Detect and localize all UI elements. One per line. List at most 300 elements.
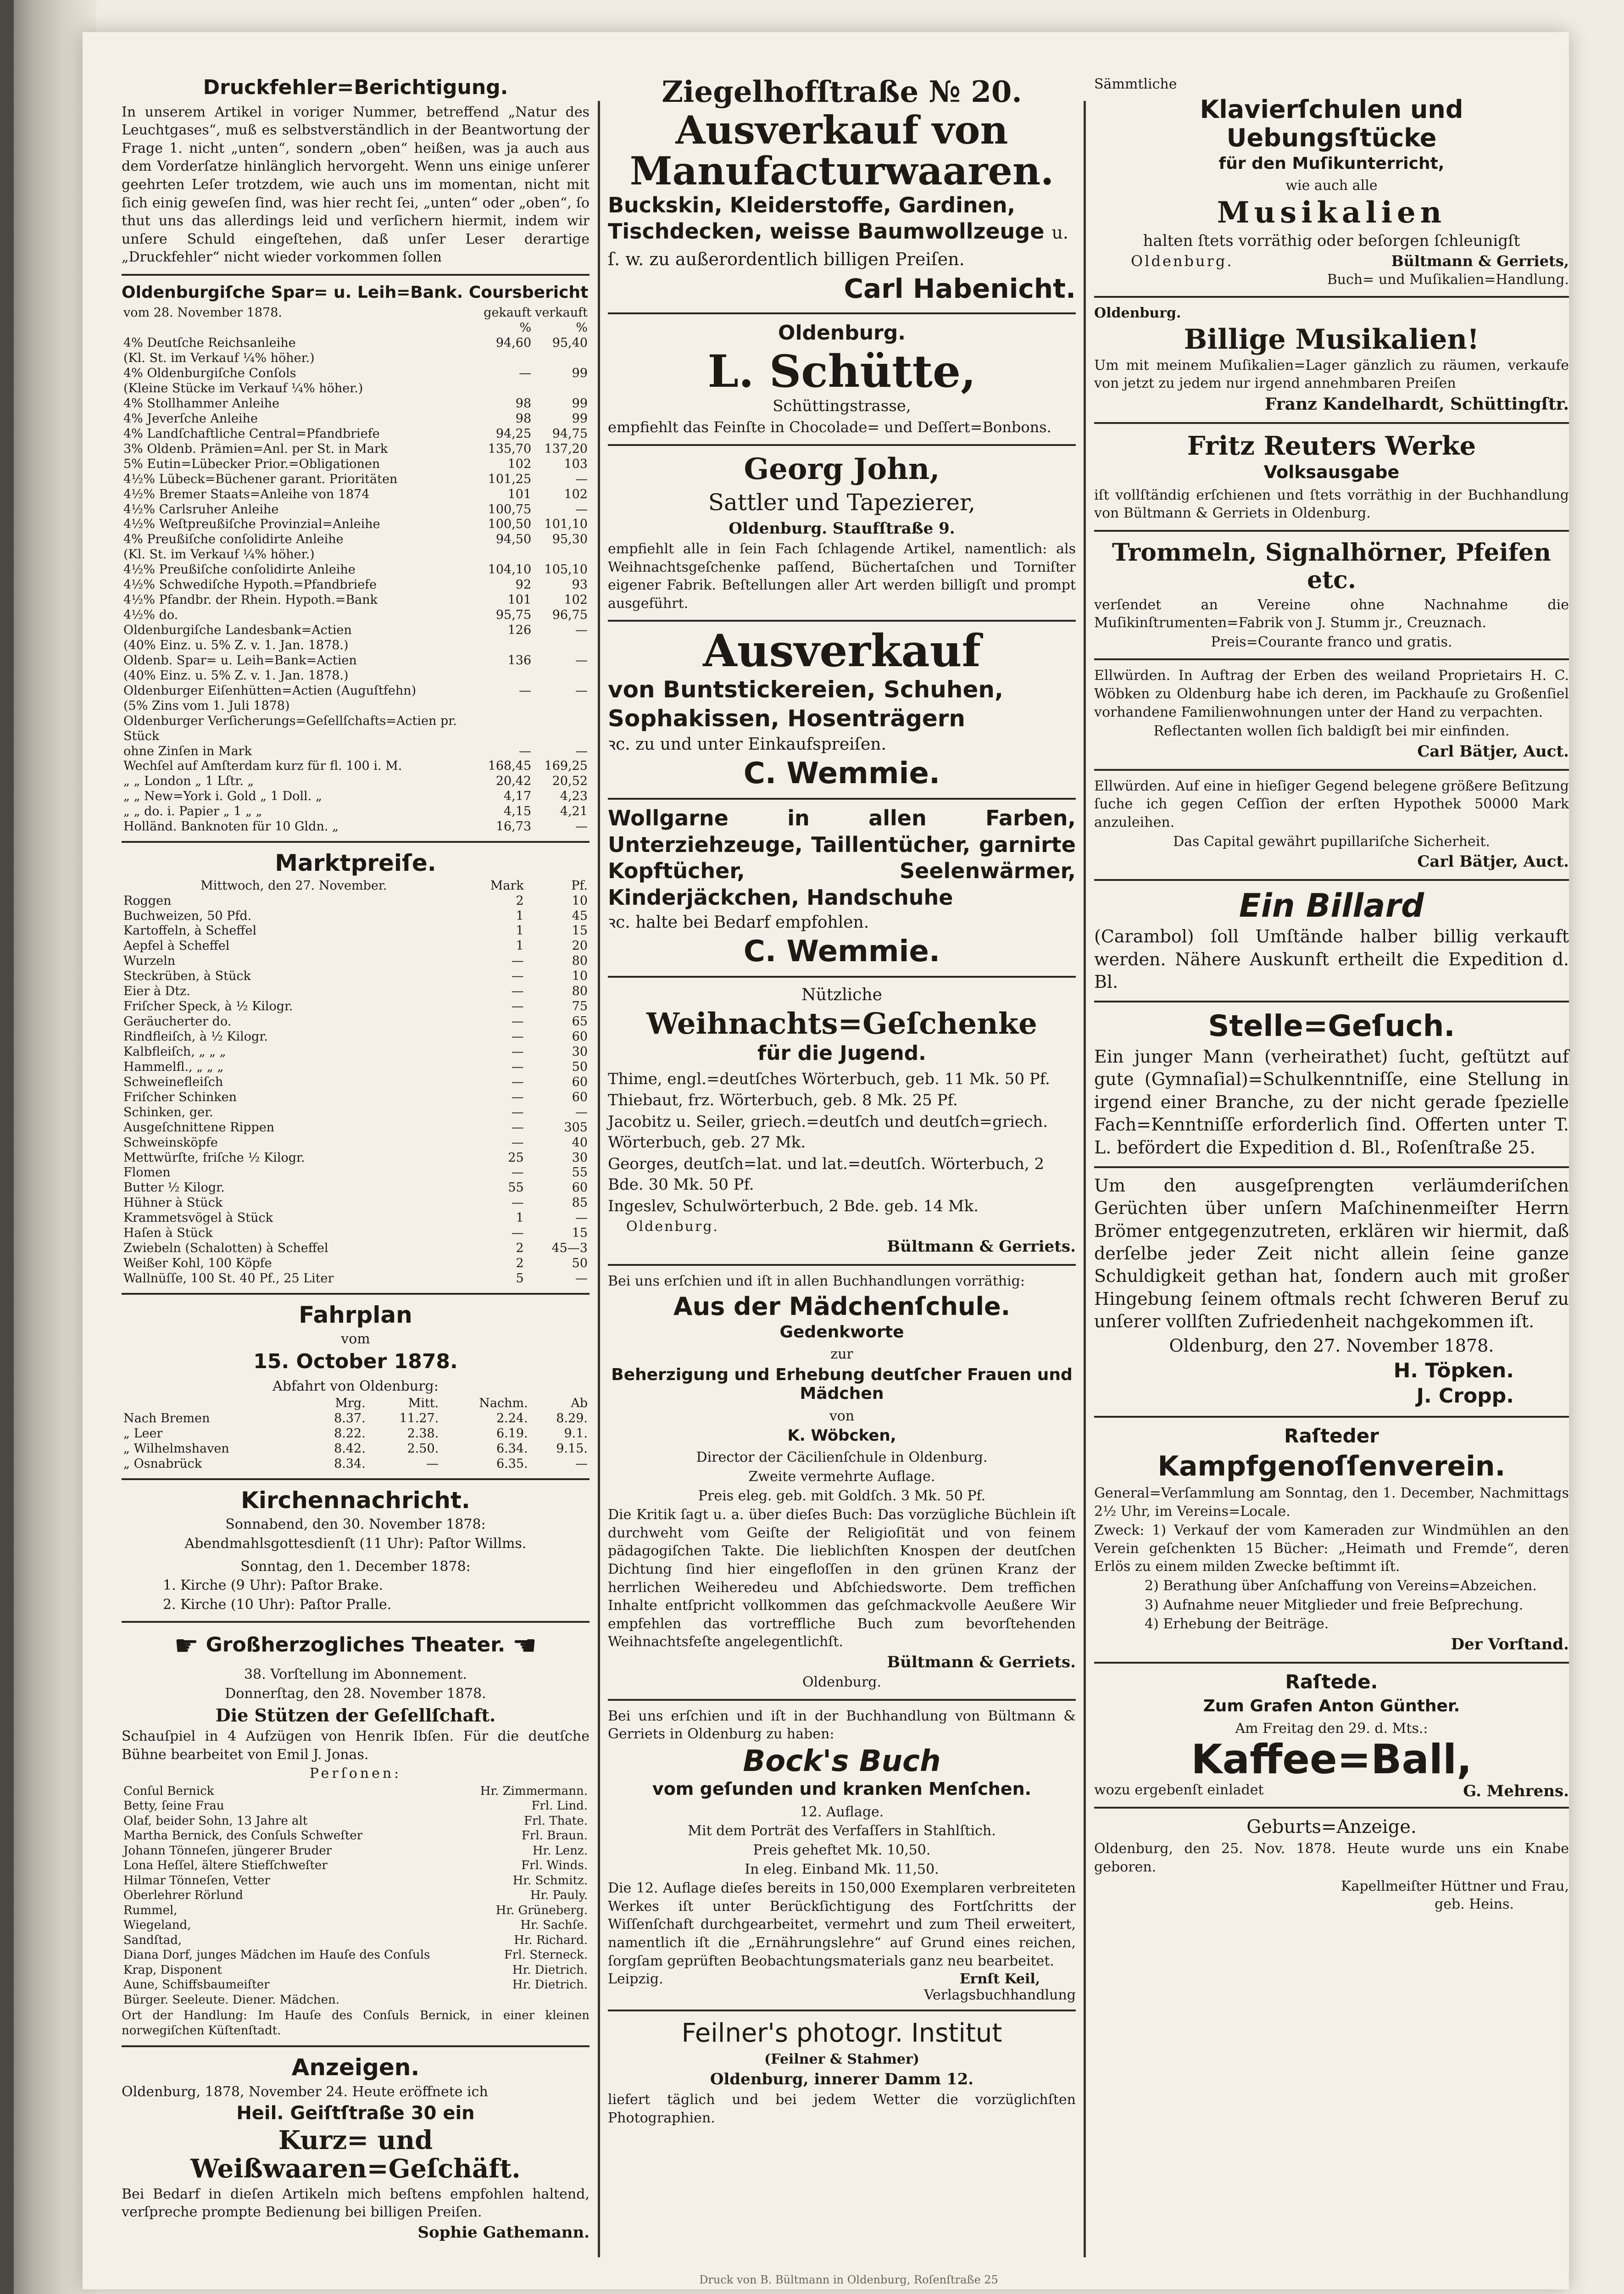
market-cell: Hammelfl., „ „ „ — [123, 1059, 224, 1074]
advert-geburt — [1094, 1809, 1569, 1921]
bank-row — [122, 653, 590, 668]
cast-cell: Hr. Dietrich. — [512, 1963, 588, 1977]
market-cell: — — [511, 1105, 524, 1119]
theater-cast — [122, 1784, 590, 2008]
market-cell: — — [511, 1196, 524, 1210]
gathemann-line-2: Heil. Geiſtſtraße 30 ein — [236, 2103, 475, 2124]
bank-cell: 101,10 — [544, 517, 588, 532]
church-news — [122, 1480, 590, 1623]
schuette-street: Schüttingstrasse, — [773, 396, 911, 415]
market-cell: 60 — [572, 1075, 588, 1089]
schuette-name: L. Schütte, — [707, 345, 976, 397]
cast-cell: Hr. Zimmermann. — [480, 1784, 588, 1798]
market-head-mark: Mark — [490, 878, 524, 893]
timetable-head: Nachm. — [479, 1396, 528, 1411]
kand-title: Billige Musikalien! — [1184, 323, 1479, 356]
wemmie2-text: ꝛc. halte bei Bedarf empfohlen. — [608, 913, 869, 932]
market-cell: — — [575, 1271, 588, 1286]
bank-cell: „ „ London „ 1 Lſtr. „ — [123, 774, 254, 789]
advert-christmas-books — [608, 978, 1076, 1266]
bank-cell — [482, 381, 533, 396]
theater-play: Die Stützen der Geſellſchaft. — [215, 1704, 496, 1726]
market-row — [122, 939, 590, 954]
books-signature: Bültmann & Gerriets. — [887, 1237, 1076, 1256]
market-cell: — — [511, 1030, 524, 1044]
bank-row — [122, 517, 590, 532]
market-cell: Mettwürſte, friſche ½ Kilogr. — [123, 1150, 305, 1165]
market-cell: — — [511, 1090, 524, 1104]
bank-cell: 104,10 — [488, 562, 532, 577]
market-cell: — — [511, 999, 524, 1014]
habenicht-goods: Buckskin, Kleiderstoffe, Gardinen, Tischdecken, weisse Baumwollzeuge — [608, 192, 1045, 244]
bank-row — [122, 457, 590, 472]
market-row — [122, 1030, 590, 1045]
market-cell: Schweinsköpfe — [123, 1135, 218, 1150]
bank-cell: 4,23 — [560, 789, 588, 804]
kampf-meeting: General=Verſammlung am Sonntag, den 1. December, Nachmittags 2½ Uhr, im Vereins=Locale. — [1094, 1485, 1569, 1520]
cast-cell: Hr. Pauly. — [530, 1888, 588, 1903]
market-row — [122, 909, 590, 924]
kampf-signature: Der Vorſtand. — [1451, 1635, 1569, 1654]
schuette-text: empfiehlt das Feinſte in Chocolade= und Deſſert=Bonbons. — [608, 418, 1051, 436]
bank-cell: 99 — [572, 411, 588, 426]
cast-cell: Hilmar Tönneſen, Vetter — [123, 1873, 270, 1888]
market-row — [122, 1075, 590, 1090]
bank-row — [122, 381, 590, 396]
market-cell: 1 — [516, 939, 524, 953]
cast-row — [122, 1993, 590, 2008]
bank-cell: 4% Preußiſche conſolidirte Anleihe — [123, 532, 344, 547]
bank-cell — [533, 547, 590, 562]
bank-cell — [533, 699, 590, 714]
timetable-vom: vom — [341, 1331, 370, 1347]
bank-cell: 4½% Weſtpreußiſche Provinzial=Anleihe — [123, 517, 380, 532]
market-cell: Kartoffeln, à Scheffel — [123, 924, 257, 938]
bank-cell — [533, 714, 590, 744]
bank-cell: 95,75 — [495, 608, 532, 623]
bank-cell — [482, 638, 533, 653]
bank-cell: 4% Deutſche Reichsanleihe — [123, 336, 296, 351]
advert-baetjer-2 — [1094, 771, 1569, 881]
bock-text: Die 12. Auflage dieſes bereits in 150,000 Exemplaren verbreiteten Werkes iſt unter Berückſichtigung des Fortſchritts der Wiſſenſchaft durchgearbeitet, vermehrt und zum Theil erweitert, namentlich iſt die „Ernährungslehre“ auf Grund eines reichen, ſorgſam geprüften Beobachtungsmaterials ganz neu bearbeitet. — [608, 1880, 1076, 1969]
bank-row — [122, 819, 590, 835]
market-cell: 30 — [572, 1044, 588, 1059]
bank-head-bought: gekauft — [484, 306, 532, 320]
ms-zur: zur — [830, 1346, 853, 1363]
bank-cell — [533, 668, 590, 684]
kampf-item: Zweck: 1) Verkauf der vom Kameraden zur Windmühlen an den Verein geſchenkten 15 Bücher: „Heimath und Fremde“, deren Erlös zu einem milden Zwecke beſtimmt iſt. — [1094, 1522, 1569, 1575]
bank-cell: 136 — [507, 653, 532, 668]
reuter-title: Fritz Reuters Werke — [1187, 430, 1476, 461]
timetable — [122, 1295, 590, 1480]
book-item: Thime, engl.=deutſches Wörterbuch, geb. 11 Mk. 50 Pf. — [608, 1069, 1050, 1088]
advert-wemmie-2 — [608, 800, 1076, 978]
cast-row — [122, 1977, 590, 1993]
timetable-table — [122, 1396, 590, 1472]
timetable-row — [122, 1457, 590, 1472]
bank-cell: 16,73 — [495, 819, 532, 834]
bock-title: Bock's Buch — [743, 1744, 941, 1778]
habenicht-address: Ziegelhofſtraße № 20. — [662, 75, 1022, 109]
ms-line-1: Bei uns erſchien und iſt in allen Buchhandlungen vorräthig: — [608, 1273, 1025, 1290]
cast-row — [122, 1933, 590, 1948]
geburt-sig-2: geb. Heins. — [1435, 1896, 1514, 1912]
market-row — [122, 954, 590, 969]
bank-cell: 96,75 — [552, 608, 588, 623]
timetable-row — [122, 1442, 590, 1457]
bank-cell: Oldenb. Spar= u. Leih=Bank=Actien — [123, 653, 357, 668]
market-cell: 15 — [572, 924, 588, 938]
bank-cell: (Kl. St. im Verkauf ¼% höher.) — [123, 351, 315, 366]
bank-cell: 102 — [564, 593, 588, 607]
timetable-head: Mrg. — [335, 1396, 366, 1411]
cast-row — [122, 1798, 590, 1814]
bank-cell: 168,45 — [488, 759, 532, 774]
bank-cell: 95,30 — [552, 532, 588, 547]
cast-cell: Martha Bernick, des Conſuls Schweſter — [123, 1829, 363, 1843]
klav-also: wie auch alle — [1285, 178, 1378, 194]
bank-cell: 4% Oldenburgiſche Conſols — [123, 366, 296, 381]
market-cell: — — [511, 984, 524, 999]
klav-line-1: Sämmtliche — [1094, 76, 1177, 92]
bank-row — [122, 623, 590, 638]
bank-row — [122, 774, 590, 789]
cast-cell: Johann Tönneſen, jüngerer Bruder — [123, 1843, 332, 1858]
church-line-2: Abendmahlsgottesdienſt (11 Uhr): Paſtor Willms. — [184, 1536, 527, 1552]
theater — [122, 1623, 590, 2047]
bank-cell: 20,52 — [552, 774, 588, 789]
timetable-cell: 6.34. — [496, 1442, 528, 1456]
bank-head-unit-bought: % — [519, 321, 532, 335]
market-cell: Rindfleiſch, à ½ Kilogr. — [123, 1030, 268, 1044]
bank-row — [122, 562, 590, 578]
reuter-sub: Volksausgabe — [1263, 462, 1400, 483]
bock-place: Leipzig. — [608, 1971, 663, 1988]
ms-signature: Bültmann & Gerriets. — [887, 1653, 1076, 1671]
druckfehler-text: In unserem Artikel in voriger Nummer, betreffend „Natur des Leuchtgases“, muß es selbstverständlich in der Beantwortung der Frage 1. nicht „unten“, sondern „oben“ heißen, was ja auch aus dem Vorderſatze hinlänglich hervorgeht. Wenn uns einige unſerer geehrten Leſer trotzdem, wie auch uns im momentan, nicht mit ſich einig geweſen ſind, was hier recht ſei, „unten“ oder „oben“, ſo thut uns das allerdings leid und verſichern hiermit, indem wir unſere Schuld eingeſtehen, daß unſer Leser derartige „Druckfehler“ nicht wieder vorkommen ſollen — [122, 104, 590, 266]
timetable-cell: 6.19. — [496, 1426, 528, 1441]
bock-price-1: Preis geheftet Mk. 10,50. — [753, 1842, 931, 1858]
stelle-text: Ein junger Mann (verheirathet) ſucht, geſtützt auf gute (Gymnaſial)=Schulkenntniſſe, eine Stellung in irgend einer Branche, zu der nicht gerade ſpezielle Fach=Kenntniſſe erforderlich ſind. Offerten unter T. L. befördert die Expedition d. Bl., Roſenſtraße 25. — [1094, 1046, 1569, 1158]
market-title: Marktpreiſe. — [275, 850, 436, 877]
bank-cell: Wechſel auf Amſterdam kurz für fl. 100 i. M. — [123, 759, 402, 774]
bank-cell: 99 — [572, 366, 588, 381]
bank-row — [122, 427, 590, 442]
market-date: Mittwoch, den 27. November. — [200, 878, 387, 893]
stumm-text: verſendet an Vereine ohne Nachnahme die Muſikinſtrumenten=Fabrik von J. Stumm jr., Creuznach. — [1094, 596, 1569, 631]
timetable-date: 15. October 1878. — [253, 1350, 458, 1374]
market-cell: 50 — [572, 1256, 588, 1271]
cast-row — [122, 1888, 590, 1903]
market-cell: Eier à Dtz. — [123, 984, 190, 999]
market-cell: 45—3 — [551, 1241, 588, 1256]
bank-cell: 126 — [507, 623, 532, 638]
books-sub: für die Jugend. — [757, 1041, 926, 1065]
market-row — [122, 1226, 590, 1241]
ball-city: Raſtede. — [1285, 1670, 1378, 1693]
wemmie1-goods: von Buntstickereien, Schuhen, Sophakissen, Hosenträgern — [608, 676, 1003, 732]
wemmie1-headline: Ausverkauf — [703, 625, 981, 677]
market-cell: 80 — [572, 984, 588, 999]
bank-cell — [482, 351, 533, 366]
market-row — [122, 894, 590, 909]
broemer-sig-1: H. Töpken. — [1393, 1359, 1514, 1382]
kand-signature: Franz Kandelhardt, Schüttingſtr. — [1264, 394, 1569, 414]
bank-cell: 100,50 — [488, 517, 532, 532]
cast-cell: Frl. Winds. — [521, 1859, 588, 1873]
reuter-text: iſt vollſtändig erſchienen und ſtets vorräthig in der Buchhandlung von Bültmann & Gerriets in Oldenburg. — [1094, 487, 1569, 522]
bank-table — [122, 306, 590, 835]
bank-row — [122, 532, 590, 547]
bank-cell: „ „ do. i. Papier „ 1 „ „ — [123, 804, 262, 819]
bank-rows — [122, 336, 590, 835]
cast-cell: Aune, Schiffsbaumeiſter — [123, 1978, 270, 1992]
market-cell: — — [511, 954, 524, 969]
ms-sub: Gedenkworte — [779, 1322, 904, 1342]
bank-cell: Oldenburger Verſicherungs=Geſellſchafts=Actien pr. Stück — [123, 713, 457, 743]
bank-cell: 3% Oldenb. Prämien=Anl. per St. in Mark — [123, 441, 388, 456]
market-cell: — — [511, 1075, 524, 1089]
kampf-line-1: Raſteder — [1284, 1424, 1379, 1447]
column-rule-2 — [1084, 101, 1086, 2257]
printer-footer: Druck von B. Bültmann in Oldenburg, Roſenſtraße 25 — [699, 2273, 998, 2286]
feilner-sub: (Feilner & Stahmer) — [764, 2051, 919, 2067]
advert-billard — [1094, 881, 1569, 1002]
market-cell: — — [511, 969, 524, 984]
market-row — [122, 1120, 590, 1136]
market-cell: Krammetsvögel à Stück — [123, 1211, 273, 1225]
bank-row — [122, 502, 590, 518]
john-text: empfiehlt alle in ſein Fach ſchlagende Artikel, namentlich: als Weihnachtsgeſchenke paſſend, Büchertaſchen und Torniſter eigener Fabrik. Beſtellungen aller Art werden billigſt und prompt ausgeführt. — [608, 541, 1076, 612]
habenicht-signature: Carl Habenicht. — [844, 273, 1076, 305]
column-left — [122, 69, 590, 2250]
feilner-title: Feilner's photogr. Institut — [681, 2018, 1002, 2049]
market-row — [122, 1136, 590, 1151]
klav-place: Oldenburg. — [1131, 252, 1234, 270]
market-cell: 85 — [572, 1196, 588, 1210]
books-line-1: Nützliche — [801, 986, 882, 1005]
market-row — [122, 984, 590, 999]
baetjer2-signature: Carl Bätjer, Auct. — [1417, 852, 1569, 871]
bank-cell: 92 — [515, 578, 532, 592]
market-cell: 2 — [516, 1241, 524, 1256]
market-cell: Ausgeſchnittene Rippen — [123, 1120, 275, 1135]
stumm-title: Trommeln, Signalhörner, Pfeifen etc. — [1112, 539, 1551, 594]
cast-cell: Wiegeland, — [123, 1918, 191, 1932]
market-cell: Wallnüſſe, 100 St. 40 Pf., 25 Liter — [123, 1271, 334, 1286]
bock-price-2: In eleg. Einband Mk. 11,50. — [745, 1861, 939, 1877]
church-line-1: Sonnabend, den 30. November 1878: — [225, 1516, 486, 1533]
timetable-row — [122, 1411, 590, 1426]
market-cell: Buchweizen, 50 Pfd. — [123, 908, 252, 923]
pointing-hand-right-icon: ☛ — [174, 1630, 199, 1662]
market-cell: Hühner à Stück — [123, 1196, 223, 1210]
cast-cell: Hr. Sachſe. — [520, 1918, 588, 1932]
market-cell: Roggen — [123, 893, 172, 908]
gathemann-line-3: Kurz= und Weißwaaren=Geſchäft. — [190, 2125, 521, 2184]
bank-cell: 4½% Bremer Staats=Anleihe von 1874 — [123, 487, 370, 501]
timetable-cell: 9.15. — [556, 1442, 588, 1456]
market-cell: Aepfel à Scheffel — [123, 939, 230, 953]
bank-row — [122, 487, 590, 502]
market-cell: 25 — [508, 1150, 524, 1165]
stumm-prices: Preis=Courante franco und gratis. — [1211, 634, 1452, 650]
habenicht-headline: Ausverkauf von Manufacturwaaren. — [629, 107, 1054, 194]
bank-cell: 99 — [572, 396, 588, 411]
market-cell: 75 — [572, 999, 588, 1014]
bank-row — [122, 804, 590, 819]
kand-text: Um mit meinem Muſikalien=Lager gänzlich zu räumen, verkaufe von jetzt zu jedem nur irgend annehmbaren Preiſen — [1094, 357, 1569, 392]
timetable-cell: — — [575, 1456, 588, 1471]
bank-row — [122, 789, 590, 804]
cast-cell: Hr. Dietrich. — [512, 1978, 588, 1992]
kampf-item: 3) Aufnahme neuer Mitglieder und freie Beſprechung. — [1145, 1597, 1524, 1613]
market-table — [122, 879, 590, 1286]
ms-purpose: Beherzigung und Erhebung deutſcher Frauen und Mädchen — [611, 1365, 1073, 1403]
bank-cell: 102 — [564, 487, 588, 501]
market-cell: 55 — [572, 1165, 588, 1180]
bank-cell — [533, 638, 590, 653]
cast-cell — [466, 1993, 590, 2008]
market-cell: 15 — [572, 1226, 588, 1241]
theater-line-2: Donnerſtag, den 28. November 1878. — [225, 1685, 486, 1702]
cast-cell: Frl. Sterneck. — [504, 1948, 588, 1962]
ms-price: Preis eleg. geb. mit Goldſch. 3 Mk. 50 Pf. — [698, 1487, 986, 1504]
pointing-hand-left-icon: ☚ — [512, 1630, 537, 1662]
bank-cell: — — [575, 623, 588, 638]
habenicht-prices: u. ſ. w. zu außerordentlich billigen Preiſen. — [608, 223, 1069, 269]
market-cell: Haſen à Stück — [123, 1226, 213, 1241]
timetable-cell: „ Leer — [123, 1426, 163, 1441]
book-item: Georges, deutſch=lat. und lat.=deutſch. Wörterbuch, 2 Bde. 30 Mk. 50 Pf. — [608, 1155, 1045, 1194]
ms-edition: Zweite vermehrte Auflage. — [748, 1468, 935, 1485]
baetjer2-line-2: Das Capital gewährt pupillariſche Sicherheit. — [1173, 833, 1490, 850]
wemmie1-prices: ꝛc. zu und unter Einkaufspreiſen. — [608, 735, 886, 754]
market-cell: 1 — [516, 1211, 524, 1225]
advert-kampfgenossen — [1094, 1418, 1569, 1664]
ms-title: Aus der Mädchenſchule. — [673, 1292, 1011, 1321]
church-line-4: 1. Kirche (9 Uhr): Paſtor Brake. — [163, 1577, 384, 1594]
book-item: Ingeslev, Schulwörterbuch, 2 Bde. geb. 14 Mk. — [608, 1197, 979, 1215]
advert-kaffeeball — [1094, 1664, 1569, 1809]
market-cell: Zwiebeln (Schalotten) à Scheffel — [123, 1241, 328, 1256]
market-cell: — — [575, 1211, 588, 1225]
bank-cell: 101,25 — [488, 472, 532, 486]
theater-title: Großherzogliches Theater. — [206, 1633, 506, 1657]
kampf-items — [1094, 1521, 1569, 1633]
bank-row — [122, 714, 590, 744]
market-cell: 10 — [572, 893, 588, 908]
market-cell: 20 — [572, 939, 588, 953]
bank-cell: 4½% Schwediſche Hypoth.=Pfandbriefe — [123, 578, 377, 592]
market-cell: Friſcher Schinken — [123, 1090, 237, 1104]
bank-cell: 4½% Preußiſche conſolidirte Anleihe — [123, 562, 356, 577]
cast-cell: Lona Heſſel, ältere Stiefſchweſter — [123, 1859, 328, 1873]
market-rows — [122, 894, 590, 1286]
bank-cell: 93 — [572, 578, 588, 592]
market-prices — [122, 843, 590, 1295]
bank-cell: (40% Einz. u. 5% Z. v. 1. Jan. 1878.) — [123, 668, 349, 683]
timetable-cell: — — [426, 1456, 439, 1471]
bank-cell: 94,75 — [552, 426, 588, 441]
cast-row — [122, 1918, 590, 1933]
market-cell: Flomen — [123, 1165, 171, 1180]
bank-cell: 95,40 — [552, 336, 588, 351]
market-row — [122, 1196, 590, 1211]
bank-cell: 135,70 — [488, 441, 532, 456]
timetable-row — [122, 1426, 590, 1442]
bank-cell: ohne Zinſen in Mark — [123, 744, 252, 758]
bank-cell: (5% Zins vom 1. Juli 1878) — [123, 698, 290, 713]
bank-cell: 94,50 — [495, 532, 532, 547]
cast-cell: Oberlehrer Rörlund — [123, 1888, 243, 1903]
bank-cell: 4½% Pfandbr. der Rhein. Hypoth.=Bank — [123, 593, 378, 607]
bank-row — [122, 699, 590, 714]
ball-venue: Zum Grafen Anton Günther. — [1203, 1697, 1460, 1716]
john-name: Georg John, — [744, 451, 940, 486]
geburt-text: Oldenburg, den 25. Nov. 1878. Heute wurde uns ein Knabe geboren. — [1094, 1841, 1569, 1875]
broemer-text: Um den ausgeſprengten verläumderiſchen Gerüchten über unſern Maſchinenmeiſter Herrn Brömer entgegenzutreten, erklären wir hiermit, daß derſelbe jeder Zeit nicht allein ſeine ganze Schuldigkeit gethan hat, ſondern auch mit großer Hingebung ſeinem oftmals recht ſchweren Beruf zu unſerer vollſten Zufriedenheit nachgekommen iſt. — [1094, 1175, 1569, 1332]
baetjer2-text: Ellwürden. Auf eine in hieſiger Gegend belegene größere Beſitzung ſuche ich gegen Ceſſion der erſten Hypothek 50000 Mark anzuleihen. — [1094, 778, 1569, 831]
bank-cell: 101 — [507, 487, 532, 501]
bank-cell: — — [575, 653, 588, 668]
bank-cell: 4,15 — [504, 804, 532, 819]
timetable-cell: 2.38. — [407, 1426, 439, 1441]
advert-klavierschulen — [1094, 69, 1569, 298]
gathemann-signature: Sophie Gathemann. — [417, 2223, 590, 2242]
advert-stelle — [1094, 1002, 1569, 1168]
klav-sub: für den Muſikunterricht, — [1218, 154, 1445, 173]
books-headline: Weihnachts=Geſchenke — [646, 1006, 1037, 1041]
column-middle — [608, 69, 1076, 2134]
bank-cell: (Kl. St. im Verkauf ¼% höher.) — [123, 547, 315, 562]
timetable-departure: Abfahrt von Oldenburg: — [273, 1378, 439, 1394]
market-row — [122, 1180, 590, 1196]
timetable-cell: „ Osnabrück — [123, 1456, 202, 1471]
market-cell: — — [575, 1105, 588, 1119]
bank-cell: 98 — [515, 396, 532, 411]
bank-head-sold: verkauft — [535, 306, 588, 320]
klav-musikalien: Musikalien — [1217, 195, 1446, 230]
feilner-address: Oldenburg, innerer Damm 12. — [710, 2070, 974, 2089]
bank-row — [122, 442, 590, 457]
advert-maedchenschule — [608, 1266, 1076, 1700]
klav-signature: Bültmann & Gerriets, — [1391, 252, 1569, 270]
market-cell: 30 — [572, 1150, 588, 1165]
advert-gathemann — [122, 2047, 590, 2249]
timetable-cell: 8.29. — [556, 1411, 588, 1426]
cast-cell: Hr. Lenz. — [532, 1843, 588, 1858]
timetable-cell: 8.42. — [334, 1442, 366, 1456]
klav-text: halten ſtets vorräthig oder beſorgen ſchleunigſt — [1143, 232, 1520, 251]
timetable-cell: 11.27. — [399, 1411, 439, 1426]
market-row — [122, 1105, 590, 1120]
bock-sub: vom geſunden und kranken Menſchen. — [652, 1779, 1032, 1799]
bock-portrait: Mit dem Porträt des Verfaſſers in Stahlſtich. — [688, 1823, 996, 1839]
bank-row — [122, 412, 590, 427]
bank-row — [122, 684, 590, 699]
bank-row — [122, 336, 590, 351]
cast-row — [122, 1948, 590, 1963]
cast-cell: Hr. Richard. — [514, 1933, 588, 1947]
advert-kandelhardt — [1094, 298, 1569, 424]
bank-cell: 4,21 — [560, 804, 588, 819]
kampf-title: Kampfgenoſſenverein. — [1157, 1450, 1506, 1483]
wemmie2-goods: Wollgarne in allen Farben, Unterziehzeuge, Taillentücher, garnirte Kopftücher, Seelenwärmer, Kinderjäckchen, Handschuhe — [608, 806, 1076, 910]
bank-cell — [482, 668, 533, 684]
klav-title: Klavierſchulen und Uebungsſtücke — [1200, 95, 1463, 152]
ms-von: von — [829, 1408, 855, 1424]
